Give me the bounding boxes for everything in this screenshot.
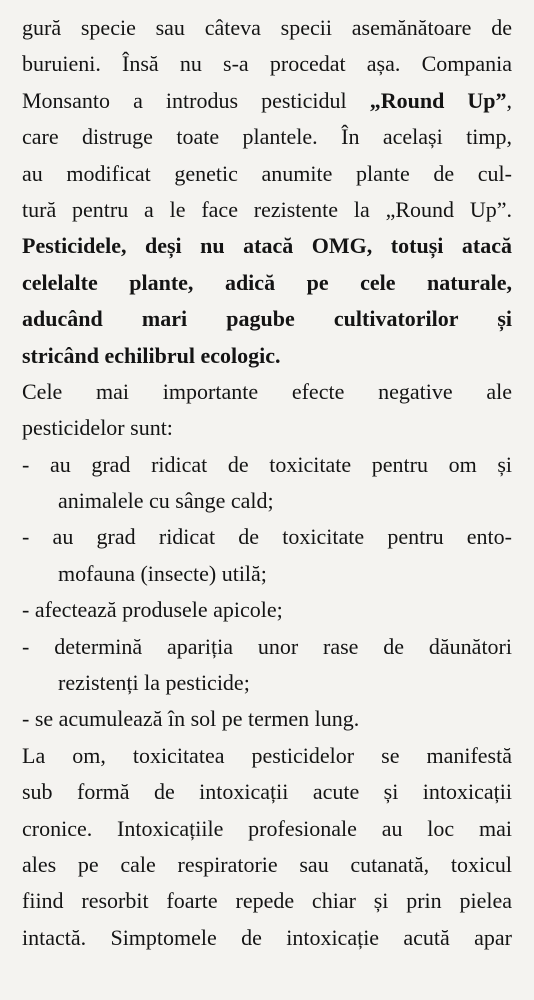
list-item-continuation: animalele cu sânge cald; — [58, 488, 274, 514]
list-item-continuation: mofauna (insecte) utilă; — [58, 560, 267, 586]
list-item: - determină apariția unor rase de dăunători — [22, 633, 512, 659]
text-line: ales pe cale respiratorie sau cutanată, toxicul — [22, 851, 512, 877]
text-line: gură specie sau câteva specii asemănătoare de — [22, 15, 512, 40]
text-line: cronice. Intoxicațiile profesionale au loc mai — [22, 815, 512, 841]
text-line: La om, toxicitatea pesticidelor se manifestă — [22, 742, 512, 768]
bold-text-line: aducând mari pagube cultivatorilor și — [22, 306, 512, 332]
text-line-segment: Monsanto a introdus pesticidul — [22, 87, 370, 113]
text-line-segment: , — [506, 87, 513, 113]
text-line: care distruge toate plantele. În același timp, — [22, 124, 512, 150]
text-line: au modificat genetic anumite plante de cul- — [22, 160, 512, 186]
list-item: - afectează produsele apicole; — [22, 597, 283, 623]
list-item-continuation: rezistenți la pesticide; — [58, 670, 250, 696]
list-item: - au grad ridicat de toxicitate pentru ento- — [22, 524, 512, 550]
bold-text-line: stricând echilibrul ecologic. — [22, 342, 281, 368]
bold-text-line: Pesticidele, deși nu atacă OMG, totuși atacă — [22, 233, 512, 259]
list-item: - se acumulează în sol pe termen lung. — [22, 706, 360, 732]
text-line: intactă. Simptomele de intoxicație acută apar — [22, 924, 512, 950]
text-line: pesticidelor sunt: — [22, 415, 173, 441]
list-item: - au grad ridicat de toxicitate pentru om și — [22, 451, 512, 477]
body-text — [22, 10, 512, 956]
text-line: tură pentru a le face rezistente la „Round Up”. — [22, 196, 512, 222]
text-line: fiind resorbit foarte repede chiar și prin pielea — [22, 888, 512, 914]
text-line — [22, 83, 512, 119]
bold-text-line: celelalte plante, adică pe cele naturale, — [22, 269, 512, 295]
text-line: buruieni. Însă nu s-a procedat așa. Compania — [22, 51, 512, 77]
product-name: „Round Up” — [369, 87, 507, 113]
text-line: Cele mai importante efecte negative ale — [22, 378, 512, 404]
text-line: sub formă de intoxicații acute și intoxicații — [22, 779, 512, 805]
